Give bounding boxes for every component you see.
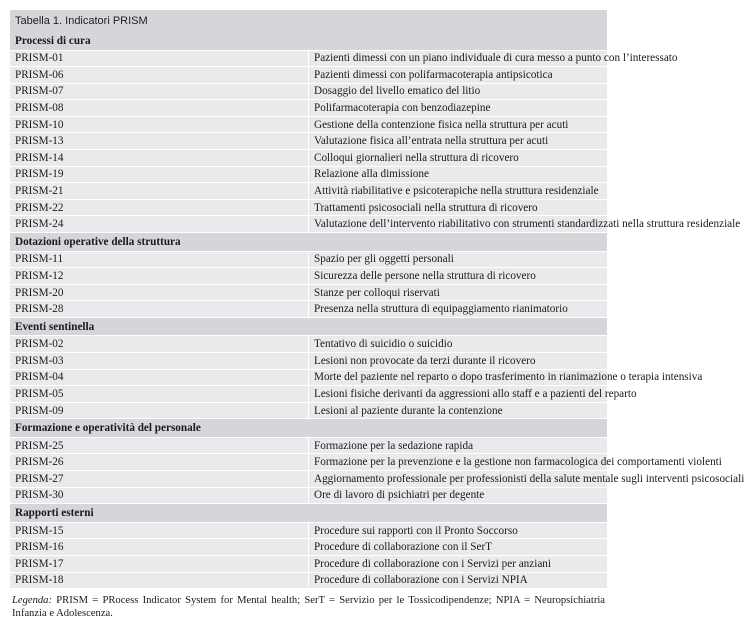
- indicator-code: PRISM-03: [10, 353, 309, 370]
- table-row: [10, 166, 607, 183]
- indicator-code: PRISM-01: [10, 50, 309, 67]
- table-row: [10, 471, 607, 488]
- indicator-description: Lesioni fisiche derivanti da aggressioni allo staff e a pazienti del reparto: [309, 386, 608, 403]
- indicator-description: Procedure sui rapporti con il Pronto Soccorso: [309, 522, 608, 539]
- indicator-code: PRISM-14: [10, 150, 309, 167]
- indicator-description: Lesioni non provocate da terzi durante il ricovero: [309, 353, 608, 370]
- indicator-code: PRISM-22: [10, 199, 309, 216]
- table-body: [10, 32, 744, 589]
- table-row: [10, 336, 607, 353]
- section-header-row: [10, 419, 607, 438]
- indicator-description: Polifarmacoterapia con benzodiazepine: [309, 100, 608, 117]
- table-row: [10, 522, 607, 539]
- section-title: Rapporti esterni: [10, 504, 607, 523]
- table-container: [10, 10, 744, 620]
- indicator-description: Attività riabilitative e psicoterapiche nella struttura residenziale: [309, 183, 608, 200]
- indicator-code: PRISM-15: [10, 522, 309, 539]
- table-caption: Tabella 1. Indicatori PRISM: [10, 10, 607, 32]
- indicator-description: Pazienti dimessi con un piano individuale di cura messo a punto con l’interessato: [309, 50, 608, 67]
- indicator-code: PRISM-21: [10, 183, 309, 200]
- indicator-description: Valutazione fisica all’entrata nella struttura per acuti: [309, 133, 608, 150]
- table-row: [10, 100, 607, 117]
- indicator-description: Pazienti dimessi con polifarmacoterapia antipsicotica: [309, 67, 608, 84]
- indicator-code: PRISM-07: [10, 83, 309, 100]
- indicator-code: PRISM-27: [10, 471, 309, 488]
- table-row: [10, 555, 607, 572]
- indicator-description: Trattamenti psicosociali nella struttura di ricovero: [309, 199, 608, 216]
- indicator-description: Sicurezza delle persone nella struttura di ricovero: [309, 268, 608, 285]
- indicator-code: PRISM-30: [10, 487, 309, 504]
- indicator-description: Formazione per la sedazione rapida: [309, 437, 608, 454]
- indicator-description: Colloqui giornalieri nella struttura di ricovero: [309, 150, 608, 167]
- indicator-description: Stanze per colloqui riservati: [309, 284, 608, 301]
- indicator-description: Tentativo di suicidio o suicidio: [309, 336, 608, 353]
- table-row: [10, 268, 607, 285]
- table-row: [10, 133, 607, 150]
- indicator-code: PRISM-06: [10, 67, 309, 84]
- indicator-code: PRISM-11: [10, 251, 309, 268]
- table-row: [10, 369, 607, 386]
- legend-label: Legenda:: [12, 595, 53, 607]
- indicator-description: Procedure di collaborazione con il SerT: [309, 539, 608, 556]
- table-row: [10, 284, 607, 301]
- indicator-description: Gestione della contenzione fisica nella struttura per acuti: [309, 116, 608, 133]
- indicator-code: PRISM-28: [10, 301, 309, 318]
- indicator-code: PRISM-17: [10, 555, 309, 572]
- table-row: [10, 50, 607, 67]
- table-row: [10, 251, 607, 268]
- section-header-row: [10, 317, 607, 336]
- prism-table: [10, 32, 744, 589]
- indicator-code: PRISM-24: [10, 216, 309, 233]
- table-legend: [10, 594, 607, 620]
- indicator-description: Spazio per gli oggetti personali: [309, 251, 608, 268]
- indicator-description: Formazione per la prevenzione e la gestione non farmacologica dei comportamenti violenti: [309, 454, 608, 471]
- indicator-code: PRISM-05: [10, 386, 309, 403]
- table-row: [10, 402, 607, 419]
- section-title: Processi di cura: [10, 32, 607, 50]
- indicator-description: Relazione alla dimissione: [309, 166, 608, 183]
- table-row: [10, 353, 607, 370]
- table-row: [10, 437, 607, 454]
- table-row: [10, 539, 607, 556]
- table-row: [10, 454, 607, 471]
- table-row: [10, 83, 607, 100]
- indicator-code: PRISM-13: [10, 133, 309, 150]
- table-row: [10, 116, 607, 133]
- indicator-description: Procedure di collaborazione con i Servizi per anziani: [309, 555, 608, 572]
- indicator-description: Valutazione dell’intervento riabilitativo con strumenti standardizzati nella struttura residenziale: [309, 216, 608, 233]
- indicator-code: PRISM-12: [10, 268, 309, 285]
- indicator-code: PRISM-10: [10, 116, 309, 133]
- indicator-description: Procedure di collaborazione con i Servizi NPIA: [309, 572, 608, 589]
- legend-text: PRISM = PRocess Indicator System for Mental health; SerT = Servizio per le Tossicodipendenze; NPIA = Neuropsichiatria Infanzia e Adolescenza.: [12, 595, 605, 620]
- section-title: Eventi sentinella: [10, 317, 607, 336]
- indicator-description: Presenza nella struttura di equipaggiamento rianimatorio: [309, 301, 608, 318]
- section-title: Formazione e operatività del personale: [10, 419, 607, 438]
- indicator-code: PRISM-04: [10, 369, 309, 386]
- table-row: [10, 572, 607, 589]
- indicator-code: PRISM-02: [10, 336, 309, 353]
- table-row: [10, 301, 607, 318]
- indicator-code: PRISM-26: [10, 454, 309, 471]
- indicator-code: PRISM-18: [10, 572, 309, 589]
- indicator-code: PRISM-20: [10, 284, 309, 301]
- section-header-row: [10, 504, 607, 523]
- table-row: [10, 216, 607, 233]
- table-row: [10, 183, 607, 200]
- table-row: [10, 386, 607, 403]
- table-row: [10, 199, 607, 216]
- indicator-description: Ore di lavoro di psichiatri per degente: [309, 487, 608, 504]
- section-header-row: [10, 32, 607, 50]
- indicator-description: Aggiornamento professionale per professionisti della salute mentale sugli interventi psicosociali: [309, 471, 608, 488]
- indicator-code: PRISM-08: [10, 100, 309, 117]
- indicator-description: Dosaggio del livello ematico del litio: [309, 83, 608, 100]
- indicator-description: Morte del paziente nel reparto o dopo trasferimento in rianimazione o terapia intensiva: [309, 369, 608, 386]
- table-row: [10, 487, 607, 504]
- indicator-code: PRISM-19: [10, 166, 309, 183]
- table-row: [10, 67, 607, 84]
- indicator-code: PRISM-09: [10, 402, 309, 419]
- indicator-description: Lesioni al paziente durante la contenzione: [309, 402, 608, 419]
- indicator-code: PRISM-16: [10, 539, 309, 556]
- section-title: Dotazioni operative della struttura: [10, 233, 607, 252]
- indicator-code: PRISM-25: [10, 437, 309, 454]
- section-header-row: [10, 233, 607, 252]
- table-row: [10, 150, 607, 167]
